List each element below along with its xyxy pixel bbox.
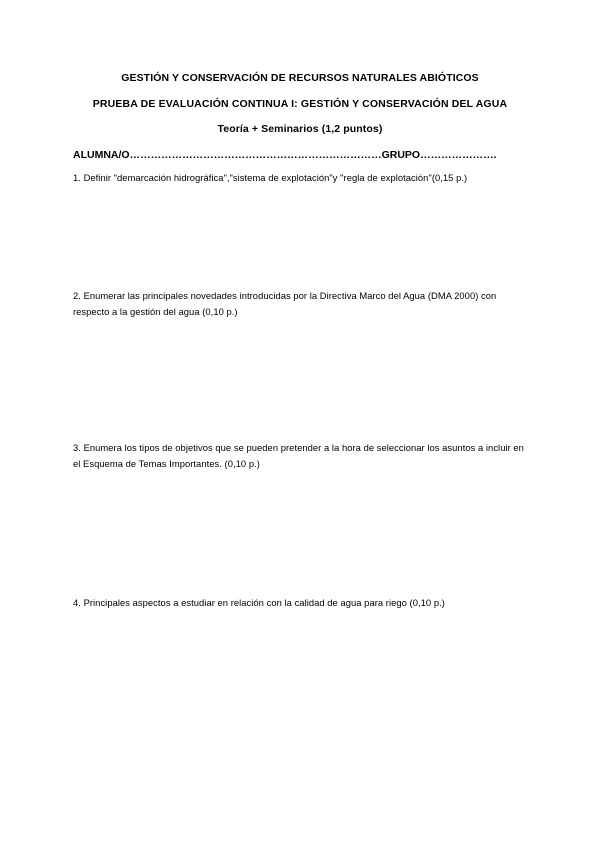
course-title: GESTIÓN Y CONSERVACIÓN DE RECURSOS NATURALES ABIÓTICOS	[121, 72, 479, 84]
exam-scope: Teoría + Seminarios (1,2 puntos)	[217, 123, 383, 135]
question-2: 2. Enumerar las principales novedades introducidas por la Directiva Marco del Agua (DMA 2000) con respecto a la gestión del agua (0,10 p.)	[73, 290, 497, 317]
exam-title: PRUEBA DE EVALUACIÓN CONTINUA I: GESTIÓN Y CONSERVACIÓN DEL AGUA	[92, 98, 508, 110]
student-name-group-line: ALUMNA/O………………………………………………………………GRUPO………………….	[73, 149, 497, 161]
question-3: 3. Enumera los tipos de objetivos que se pueden pretender a la hora de seleccionar los asuntos a incluir en el Esquema de Temas Importantes. (0,10 p.)	[73, 442, 524, 469]
question-1: 1. Definir "demarcación hidrográfica","sistema de explotación"y "regla de explotación"(0,15 p.)	[73, 172, 468, 183]
question-4: 4. Principales aspectos a estudiar en relación con la calidad de agua para riego (0,10 p.)	[73, 597, 445, 608]
